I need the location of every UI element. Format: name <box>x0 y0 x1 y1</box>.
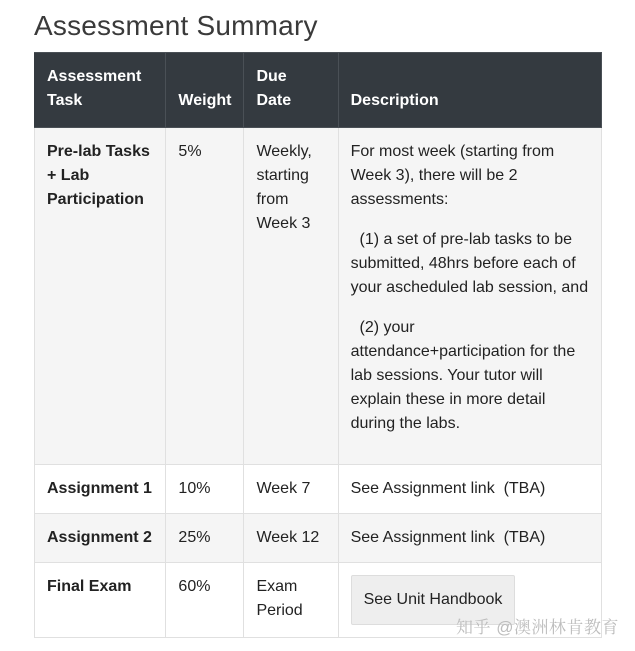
task-cell: Assignment 1 <box>35 465 166 514</box>
task-cell: Final Exam <box>35 563 166 638</box>
table-header-row <box>35 53 602 128</box>
task-cell: Pre-lab Tasks + Lab Participation <box>35 128 166 465</box>
due-date-cell: Weekly, starting from Week 3 <box>244 128 338 465</box>
weight-cell: 10% <box>166 465 244 514</box>
watermark: 知乎 @澳洲林肯教育 <box>456 618 619 637</box>
table-row <box>35 128 602 465</box>
task-cell: Assignment 2 <box>35 514 166 563</box>
description-text: (1) a set of pre-lab tasks to be submitted, 48hrs before each of your ascheduled lab session, and <box>350 231 589 296</box>
description-paragraph <box>351 228 589 300</box>
page-title: Assessment Summary <box>34 10 318 41</box>
weight-cell: 25% <box>166 514 244 563</box>
table-row <box>35 514 602 563</box>
description-cell: See Assignment link (TBA) <box>338 465 601 514</box>
description-cell: See Assignment link (TBA) <box>338 514 601 563</box>
due-date-cell: Exam Period <box>244 563 338 638</box>
due-date-cell: Week 7 <box>244 465 338 514</box>
weight-cell: 5% <box>166 128 244 465</box>
description-cell <box>338 128 601 465</box>
header-due-date: Due Date <box>244 53 338 128</box>
description-text: (2) your attendance+participation for the lab sessions. Your tutor will explain these in more detail during the labs. <box>350 319 576 432</box>
unit-handbook-button[interactable]: See Unit Handbook <box>351 575 516 625</box>
table-row <box>35 465 602 514</box>
assessment-table <box>34 52 602 638</box>
description-paragraph: For most week (starting from Week 3), there will be 2 assessments: <box>350 143 555 208</box>
due-date-cell: Week 12 <box>244 514 338 563</box>
header-description: Description <box>338 53 601 128</box>
header-assessment-task: Assessment Task <box>35 53 166 128</box>
header-weight: Weight <box>166 53 244 128</box>
weight-cell: 60% <box>166 563 244 638</box>
description-paragraph <box>351 316 589 436</box>
